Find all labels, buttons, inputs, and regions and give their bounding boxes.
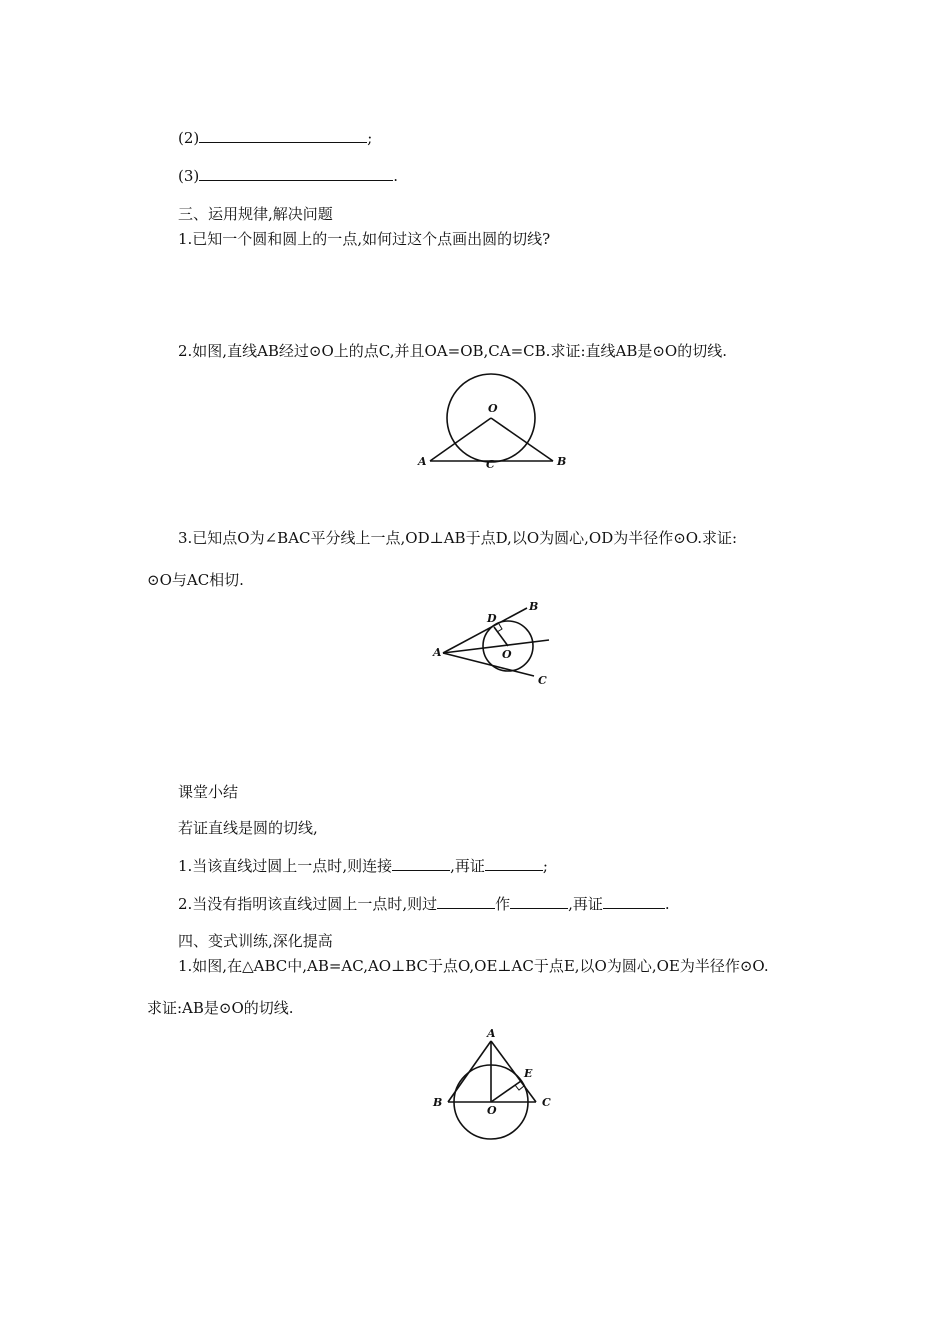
section3-heading: 三、运用规律,解决问题	[178, 205, 333, 223]
label-b: B	[433, 1096, 443, 1109]
section4-question-1-line1: 1.如图,在△ABC中,AB=AC,AO⊥BC于点O,OE⊥AC于点E,以O为圆心,OE为半径作⊙O.	[178, 957, 769, 975]
summary-item-1-text: ,再证	[450, 857, 485, 875]
label-c: C	[538, 674, 547, 687]
label-b: B	[557, 455, 567, 468]
label-o: O	[487, 1104, 497, 1117]
summary-intro: 若证直线是圆的切线,	[178, 819, 318, 837]
label-e: E	[524, 1067, 533, 1080]
summary-heading: 课堂小结	[178, 783, 239, 801]
punctuation: .	[664, 895, 670, 913]
section3-question-3-line1: 3.已知点O为∠BAC平分线上一点,OD⊥AB于点D,以O为圆心,OD为半径作⊙O.求证:	[178, 529, 738, 547]
right-angle-mark	[515, 1085, 524, 1090]
summary-item-2-text: 2.当没有指明该直线过圆上一点时,则过	[178, 895, 438, 913]
punctuation: ;	[542, 857, 548, 875]
item-number: (2)	[178, 129, 200, 147]
label-o: O	[502, 648, 512, 661]
label-c: C	[542, 1096, 551, 1109]
punctuation: .	[393, 167, 399, 185]
section4-heading: 四、变式训练,深化提高	[178, 932, 333, 950]
side-ab	[448, 1041, 491, 1102]
section3-question-2: 2.如图,直线AB经过⊙O上的点C,并且OA=OB,CA=CB.求证:直线AB是⊙O的切线.	[178, 342, 727, 360]
label-a: A	[487, 1027, 496, 1040]
section3-question-1: 1.已知一个圆和圆上的一点,如何过这个点画出圆的切线?	[178, 230, 551, 248]
punctuation: ;	[367, 129, 373, 147]
summary-item-1-text: 1.当该直线过圆上一点时,则连接	[178, 857, 393, 875]
label-a: A	[418, 455, 427, 468]
item-number: (3)	[178, 167, 200, 185]
label-a: A	[433, 646, 442, 659]
label-b: B	[529, 600, 539, 613]
summary-item-2-text: 作	[495, 895, 511, 913]
section3-question-3-line2: ⊙O与AC相切.	[147, 571, 244, 589]
summary-item-2-text: ,再证	[568, 895, 603, 913]
segment-oe	[491, 1081, 521, 1102]
label-d: D	[487, 612, 497, 625]
section4-question-1-line2: 求证:AB是⊙O的切线.	[147, 999, 294, 1017]
label-c: C	[486, 458, 495, 471]
label-o: O	[488, 402, 498, 415]
